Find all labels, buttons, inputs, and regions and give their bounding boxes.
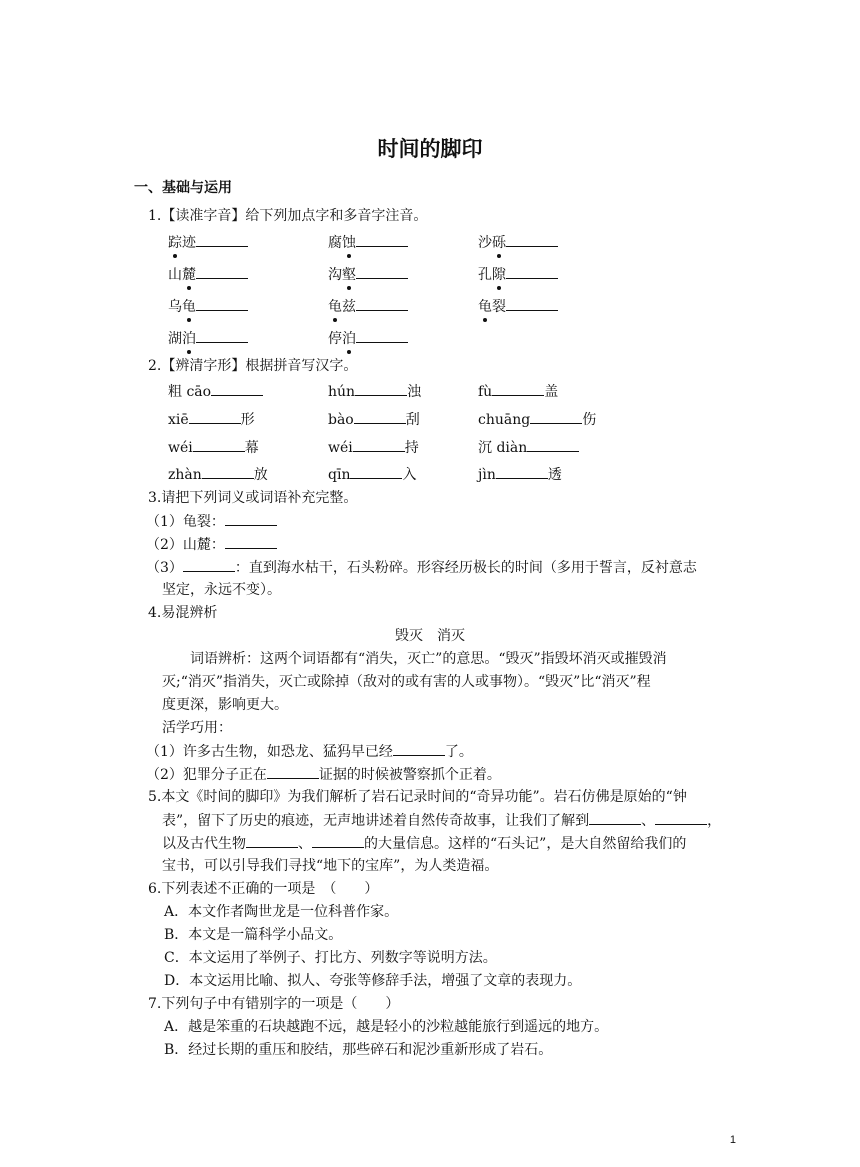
- question-6-option-a[interactable]: A．本文作者陶世龙是一位科普作家。: [164, 904, 399, 920]
- pinyin-text: jìn: [478, 467, 496, 483]
- hanzi-item: [328, 464, 416, 485]
- answer-blank[interactable]: [246, 833, 298, 848]
- answer-blank[interactable]: [196, 264, 248, 279]
- question-5-line-2-sep: 、: [641, 813, 656, 829]
- hanzi-item: [168, 437, 259, 458]
- hanzi-item: [478, 464, 562, 485]
- answer-blank[interactable]: [202, 464, 254, 479]
- hanzi-suffix: 持: [404, 440, 419, 456]
- hanzi-suffix: 浊: [407, 384, 422, 400]
- pinyin-item-suffix: 兹: [342, 299, 356, 315]
- pinyin-item: [168, 232, 248, 253]
- answer-blank[interactable]: [350, 464, 402, 479]
- dotted-character: 龟: [328, 299, 342, 315]
- dotted-character: 龟: [182, 299, 196, 315]
- pinyin-item: [168, 264, 248, 285]
- pinyin-text: chuāng: [478, 412, 531, 428]
- pinyin-item: [478, 232, 558, 253]
- question-3-item-2-text: （2）山麓：: [146, 537, 225, 553]
- hanzi-item: [328, 381, 421, 402]
- pinyin-text: xiē: [168, 412, 189, 428]
- answer-blank[interactable]: [527, 437, 579, 452]
- answer-blank[interactable]: [312, 833, 364, 848]
- pinyin-item: [168, 328, 248, 349]
- pinyin-item: [328, 328, 408, 349]
- question-6-option-c[interactable]: C．本文运用了举例子、打比方、列数字等说明方法。: [164, 950, 497, 966]
- dotted-character: 麓: [182, 267, 196, 283]
- hanzi-suffix: 刮: [405, 412, 420, 428]
- question-5-line-2-end: ，: [707, 813, 722, 829]
- pinyin-item: [478, 264, 558, 285]
- answer-blank[interactable]: [225, 534, 277, 549]
- answer-blank[interactable]: [196, 296, 248, 311]
- answer-blank[interactable]: [356, 296, 408, 311]
- hanzi-suffix: 形: [240, 412, 255, 428]
- answer-blank[interactable]: [530, 409, 582, 424]
- answer-blank[interactable]: [189, 409, 241, 424]
- hanzi-item: [168, 464, 268, 485]
- pinyin-item-prefix: 山: [168, 267, 182, 283]
- answer-blank[interactable]: [655, 810, 707, 825]
- question-5-line-3-post: 的大量信息。这样的“石头记”，是大自然留给我们的: [364, 836, 687, 852]
- pinyin-item: [328, 296, 408, 317]
- question-4-item-1: [146, 741, 473, 762]
- dotted-character: 蚀: [342, 235, 356, 251]
- dotted-character: 泊: [342, 331, 356, 347]
- pinyin-text: qīn: [328, 467, 351, 483]
- dotted-character: 砾: [492, 235, 506, 251]
- answer-blank[interactable]: [211, 381, 263, 396]
- pinyin-text: 粗 cāo: [168, 384, 212, 400]
- pinyin-text: wéi: [168, 440, 193, 456]
- dotted-character: 龟: [478, 299, 492, 315]
- hanzi-item: [168, 381, 263, 402]
- pinyin-text: bào: [328, 412, 354, 428]
- answer-blank[interactable]: [183, 557, 235, 572]
- hanzi-item: [478, 381, 558, 402]
- question-4-item-1-post: 了。: [444, 744, 473, 760]
- hanzi-suffix: 盖: [544, 384, 559, 400]
- answer-blank[interactable]: [225, 511, 277, 526]
- hanzi-suffix: 伤: [582, 412, 597, 428]
- hanzi-suffix: 透: [547, 467, 562, 483]
- pinyin-item-prefix: 孔: [478, 267, 492, 283]
- question-6-option-d[interactable]: D．本文运用比喻、拟人、夸张等修辞手法，增强了文章的表现力。: [164, 973, 582, 989]
- dotted-character: 泊: [182, 331, 196, 347]
- answer-blank[interactable]: [196, 328, 248, 343]
- question-4-para-line-2: 灭;“消灭”指消失，灭亡或除掉（敌对的或有害的人或事物）。“毁灭”比“消灭”程: [162, 674, 651, 690]
- question-4-word-pair: 毁灭 消灭: [395, 628, 465, 644]
- question-5-line-4: 宝书，可以引导我们寻找“地下的宝库”，为人类造福。: [162, 858, 499, 874]
- pinyin-text: zhàn: [168, 467, 202, 483]
- question-3-item-1: [146, 511, 277, 532]
- answer-blank[interactable]: [267, 764, 319, 779]
- question-3-item-3: [146, 557, 697, 578]
- question-6-label: 6.下列表述不正确的一项是 （ ）: [148, 881, 379, 897]
- question-3-label: 3.请把下列词义或词语补充完整。: [148, 490, 358, 506]
- answer-blank[interactable]: [506, 264, 558, 279]
- pinyin-text: hún: [328, 384, 356, 400]
- question-4-label: 4.易混辨析: [148, 605, 218, 621]
- dotted-character: 踪: [168, 235, 182, 251]
- answer-blank[interactable]: [353, 437, 405, 452]
- pinyin-item-prefix: 沙: [478, 235, 492, 251]
- page-title: 时间的脚印: [377, 137, 483, 161]
- hanzi-item: [478, 437, 579, 458]
- hanzi-item: [168, 409, 255, 430]
- answer-blank[interactable]: [492, 381, 544, 396]
- pinyin-text: 沉 diàn: [478, 440, 528, 456]
- question-3-item-3-text: ：直到海水枯干，石头粉碎。形容经历极长的时间（多用于誓言，反衬意志: [234, 560, 697, 576]
- question-7-option-b[interactable]: B．经过长期的重压和胶结，那些碎石和泥沙重新形成了岩石。: [164, 1042, 553, 1058]
- question-4-item-2: [146, 764, 501, 785]
- question-5-line-2: [162, 810, 721, 831]
- answer-blank[interactable]: [355, 381, 407, 396]
- pinyin-item: [328, 232, 408, 253]
- answer-blank[interactable]: [589, 810, 641, 825]
- question-7-option-a[interactable]: A．越是笨重的石块越跑不远，越是轻小的沙粒越能旅行到遥远的地方。: [164, 1019, 609, 1035]
- answer-blank[interactable]: [196, 232, 248, 247]
- hanzi-item: [328, 437, 419, 458]
- pinyin-item-suffix: 裂: [492, 299, 506, 315]
- question-4-item-2-post: 证据的时候被警察抓个正着。: [318, 767, 501, 783]
- pinyin-text: fù: [478, 384, 493, 400]
- pinyin-item: [168, 296, 248, 317]
- question-3-item-1-text: （1）龟裂：: [146, 514, 225, 530]
- question-5-line-2-text: 表”，留下了历史的痕迹，无声地讲述着自然传奇故事，让我们了解到: [162, 813, 590, 829]
- answer-blank[interactable]: [356, 232, 408, 247]
- hanzi-item: [328, 409, 420, 430]
- dotted-character: 壑: [342, 267, 356, 283]
- pinyin-item: [328, 264, 408, 285]
- section-heading: 一、基础与运用: [134, 180, 232, 196]
- question-3-item-3-prefix: （3）: [146, 560, 183, 576]
- answer-blank[interactable]: [356, 328, 408, 343]
- question-4-practice-label: 活学巧用：: [162, 720, 232, 736]
- question-4-item-1-pre: （1）许多古生物，如恐龙、猛犸早已经: [146, 744, 393, 760]
- hanzi-item: [478, 409, 596, 430]
- pinyin-item-prefix: 停: [328, 331, 342, 347]
- answer-blank[interactable]: [356, 264, 408, 279]
- pinyin-item-prefix: 腐: [328, 235, 342, 251]
- question-7-label: 7.下列句子中有错别字的一项是（ ）: [148, 996, 400, 1012]
- pinyin-text: wéi: [328, 440, 353, 456]
- question-5-line-3-sep: 、: [298, 836, 312, 852]
- answer-blank[interactable]: [393, 741, 445, 756]
- answer-blank[interactable]: [193, 437, 245, 452]
- dotted-character: 隙: [492, 267, 506, 283]
- pinyin-item: [478, 296, 558, 317]
- hanzi-suffix: 幕: [244, 440, 259, 456]
- question-4-para-line-3: 度更深，影响更大。: [162, 697, 288, 713]
- question-4-para-line-1: 词语辨析：这两个词语都有“消失，灭亡”的意思。“毁灭”指毁坏消灭或摧毁消: [190, 651, 667, 667]
- question-5-line-1: 5.本文《时间的脚印》为我们解析了岩石记录时间的“奇异功能”。岩石仿佛是原始的“钟: [148, 789, 687, 805]
- question-5-line-3-pre: 以及古代生物: [162, 836, 246, 852]
- hanzi-suffix: 入: [402, 467, 417, 483]
- question-5-line-3: [162, 833, 686, 854]
- question-2-label: 2.【辨清字形】根据拼音写汉字。: [148, 358, 358, 374]
- answer-blank[interactable]: [506, 296, 558, 311]
- answer-blank[interactable]: [496, 464, 548, 479]
- page-number: 1: [729, 1134, 736, 1146]
- pinyin-item-prefix: 沟: [328, 267, 342, 283]
- question-6-option-b[interactable]: B．本文是一篇科学小品文。: [164, 927, 343, 943]
- question-3-item-2: [146, 534, 277, 555]
- question-3-item-3-cont: 坚定，永远不变）。: [162, 582, 281, 598]
- question-4-item-2-pre: （2）犯罪分子正在: [146, 767, 267, 783]
- pinyin-item-prefix: 乌: [168, 299, 182, 315]
- question-1-label: 1.【读准字音】给下列加点字和多音字注音。: [148, 208, 428, 224]
- pinyin-item-prefix: 湖: [168, 331, 182, 347]
- answer-blank[interactable]: [354, 409, 406, 424]
- pinyin-item-suffix: 迹: [182, 235, 196, 251]
- answer-blank[interactable]: [506, 232, 558, 247]
- hanzi-suffix: 放: [253, 467, 268, 483]
